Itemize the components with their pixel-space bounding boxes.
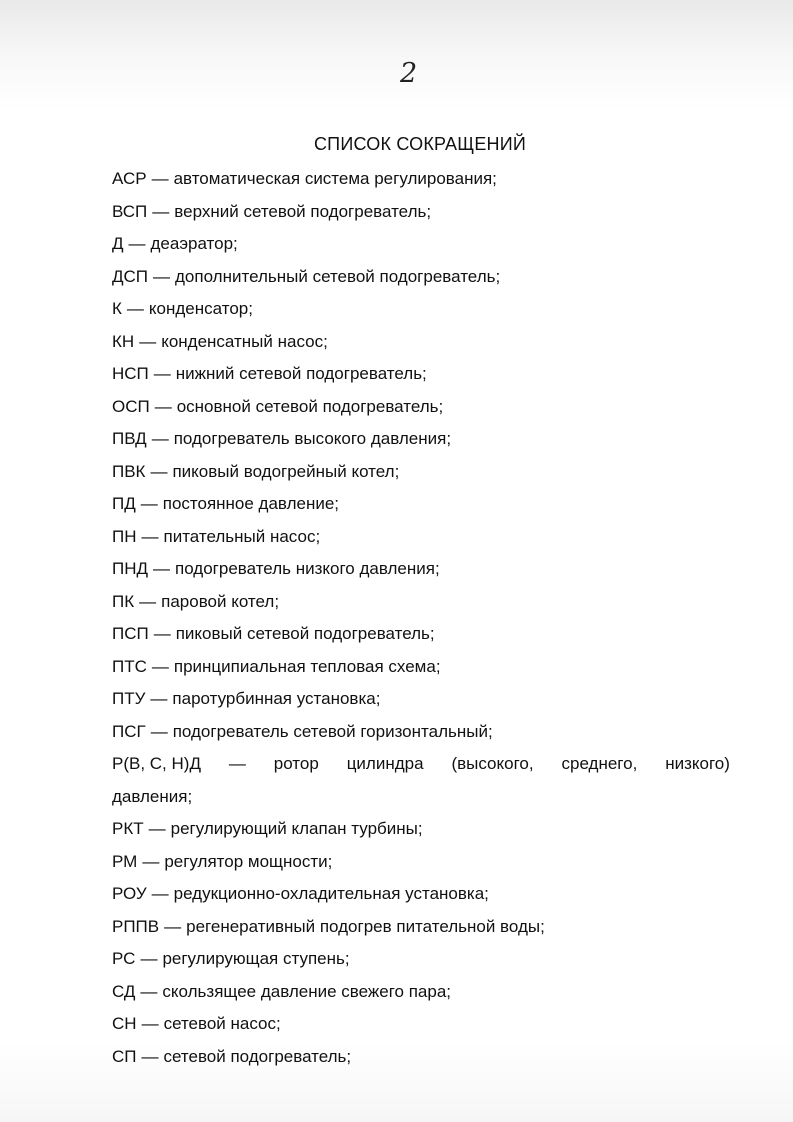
definition-continuation: давления; [112, 786, 193, 806]
list-item [112, 683, 730, 716]
abbreviation: РМ [112, 851, 138, 871]
abbreviation: ВСП [112, 201, 148, 221]
list-item [112, 1008, 730, 1041]
list-item [112, 553, 730, 586]
dash: — [153, 624, 171, 643]
definition: пиковый сетевой подогреватель; [175, 624, 435, 643]
definition: принципиальная тепловая схема; [173, 656, 441, 676]
dash: — [153, 559, 171, 578]
definition: регенеративный подогрев питательной воды; [186, 916, 545, 936]
dash: — [142, 851, 160, 871]
list-item [112, 228, 730, 261]
abbreviation: РППВ [112, 916, 160, 936]
dash: — [139, 331, 157, 351]
abbreviation: ПН [112, 526, 137, 546]
definition: верхний сетевой подогреватель; [174, 201, 432, 221]
definition: сетевой подогреватель; [163, 1046, 352, 1066]
definition-word: среднего, [561, 754, 638, 773]
definition: подогреватель низкого давления; [175, 559, 440, 578]
list-item [112, 716, 730, 749]
list-item [112, 293, 730, 326]
list-item [112, 618, 730, 651]
dash: — [164, 916, 182, 936]
definition: автоматическая система регулирования; [173, 169, 497, 188]
abbreviation: РС [112, 949, 136, 968]
abbreviation: РКТ [112, 819, 144, 838]
page-number: 2 [400, 58, 418, 89]
dash: — [140, 981, 158, 1001]
list-item [112, 326, 730, 359]
definition-word: (высокого, [451, 754, 534, 773]
dash: — [154, 396, 172, 416]
list-item [112, 391, 730, 424]
definition-word: ротор [273, 754, 319, 773]
dash: — [151, 884, 169, 903]
dash: — [139, 591, 157, 611]
abbreviation: СД [112, 981, 136, 1001]
definition: основной сетевой подогреватель; [176, 396, 444, 416]
definition: питательный насос; [163, 526, 321, 546]
abbreviation: РОУ [112, 884, 147, 903]
abbreviation: КН [112, 331, 135, 351]
justified-line [112, 748, 730, 781]
dash: — [141, 526, 159, 546]
definition: регулирующий клапан турбины; [170, 819, 423, 838]
abbreviation: НСП [112, 364, 149, 383]
list-item [112, 456, 730, 489]
abbreviation: ДСП [112, 266, 149, 286]
list-item [112, 651, 730, 684]
list-item [112, 196, 730, 229]
dash: — [148, 819, 166, 838]
definition: скользящее давление свежего пара; [162, 981, 452, 1001]
list-item [112, 813, 730, 846]
abbreviation: ПСП [112, 624, 149, 643]
dash: — [126, 299, 144, 318]
dash: — [151, 169, 169, 188]
list-item [112, 748, 730, 813]
dash: — [151, 656, 169, 676]
definition: редукционно-охладительная установка; [173, 884, 489, 903]
list-item [112, 878, 730, 911]
dash: — [150, 461, 168, 481]
dash: — [150, 689, 168, 708]
dash: — [151, 429, 169, 448]
dash: — [152, 201, 170, 221]
abbreviation: Р(В, С, Н)Д [112, 754, 201, 773]
list-item [112, 521, 730, 554]
definition: нижний сетевой подогреватель; [175, 364, 427, 383]
definition: постоянное давление; [162, 494, 340, 513]
definition: сетевой насос; [163, 1014, 281, 1033]
list-item [112, 911, 730, 944]
dash: — [228, 754, 246, 773]
abbreviation: ПНД [112, 559, 149, 578]
dash: — [140, 949, 158, 968]
abbreviation: ПК [112, 591, 135, 611]
abbreviation: ПВД [112, 429, 147, 448]
definition-word: низкого) [665, 754, 730, 773]
abbreviation: ПТУ [112, 689, 146, 708]
abbreviation: СП [112, 1046, 137, 1066]
list-item [112, 163, 730, 196]
definition: дополнительный сетевой подогреватель; [175, 266, 501, 286]
definition: деаэратор; [150, 234, 238, 253]
dash: — [141, 1014, 159, 1033]
definition: паровой котел; [161, 591, 280, 611]
dash: — [140, 494, 158, 513]
abbreviation: Д [112, 234, 124, 253]
list-item [112, 846, 730, 879]
definition: регулирующая ступень; [162, 949, 350, 968]
definition: подогреватель сетевой горизонтальный; [172, 721, 493, 741]
list-item [112, 586, 730, 619]
list-item [112, 943, 730, 976]
dash: — [150, 721, 168, 741]
definition: подогреватель высокого давления; [173, 429, 452, 448]
abbreviation: АСР [112, 169, 147, 188]
definition: конденсатный насос; [161, 331, 328, 351]
abbreviation: ПСГ [112, 721, 146, 741]
definition-word: цилиндра [346, 754, 424, 773]
dash: — [128, 234, 146, 253]
dash: — [141, 1046, 159, 1066]
definition: конденсатор; [148, 299, 253, 318]
definition: регулятор мощности; [164, 851, 333, 871]
abbreviation: ПТС [112, 656, 147, 676]
abbreviation: К [112, 299, 122, 318]
abbreviation: СН [112, 1014, 137, 1033]
abbreviation: ПД [112, 494, 136, 513]
page-title: СПИСОК СОКРАЩЕНИЙ [313, 134, 527, 154]
list-item [112, 488, 730, 521]
list-item [112, 423, 730, 456]
dash: — [153, 266, 171, 286]
list-item [112, 358, 730, 391]
list-item [112, 976, 730, 1009]
definition: пиковый водогрейный котел; [172, 461, 400, 481]
abbreviation-list [112, 163, 730, 1073]
definition: паротурбинная установка; [172, 689, 381, 708]
abbreviation: ОСП [112, 396, 150, 416]
abbreviation: ПВК [112, 461, 146, 481]
list-item [112, 261, 730, 294]
dash: — [153, 364, 171, 383]
list-item [112, 1041, 730, 1074]
